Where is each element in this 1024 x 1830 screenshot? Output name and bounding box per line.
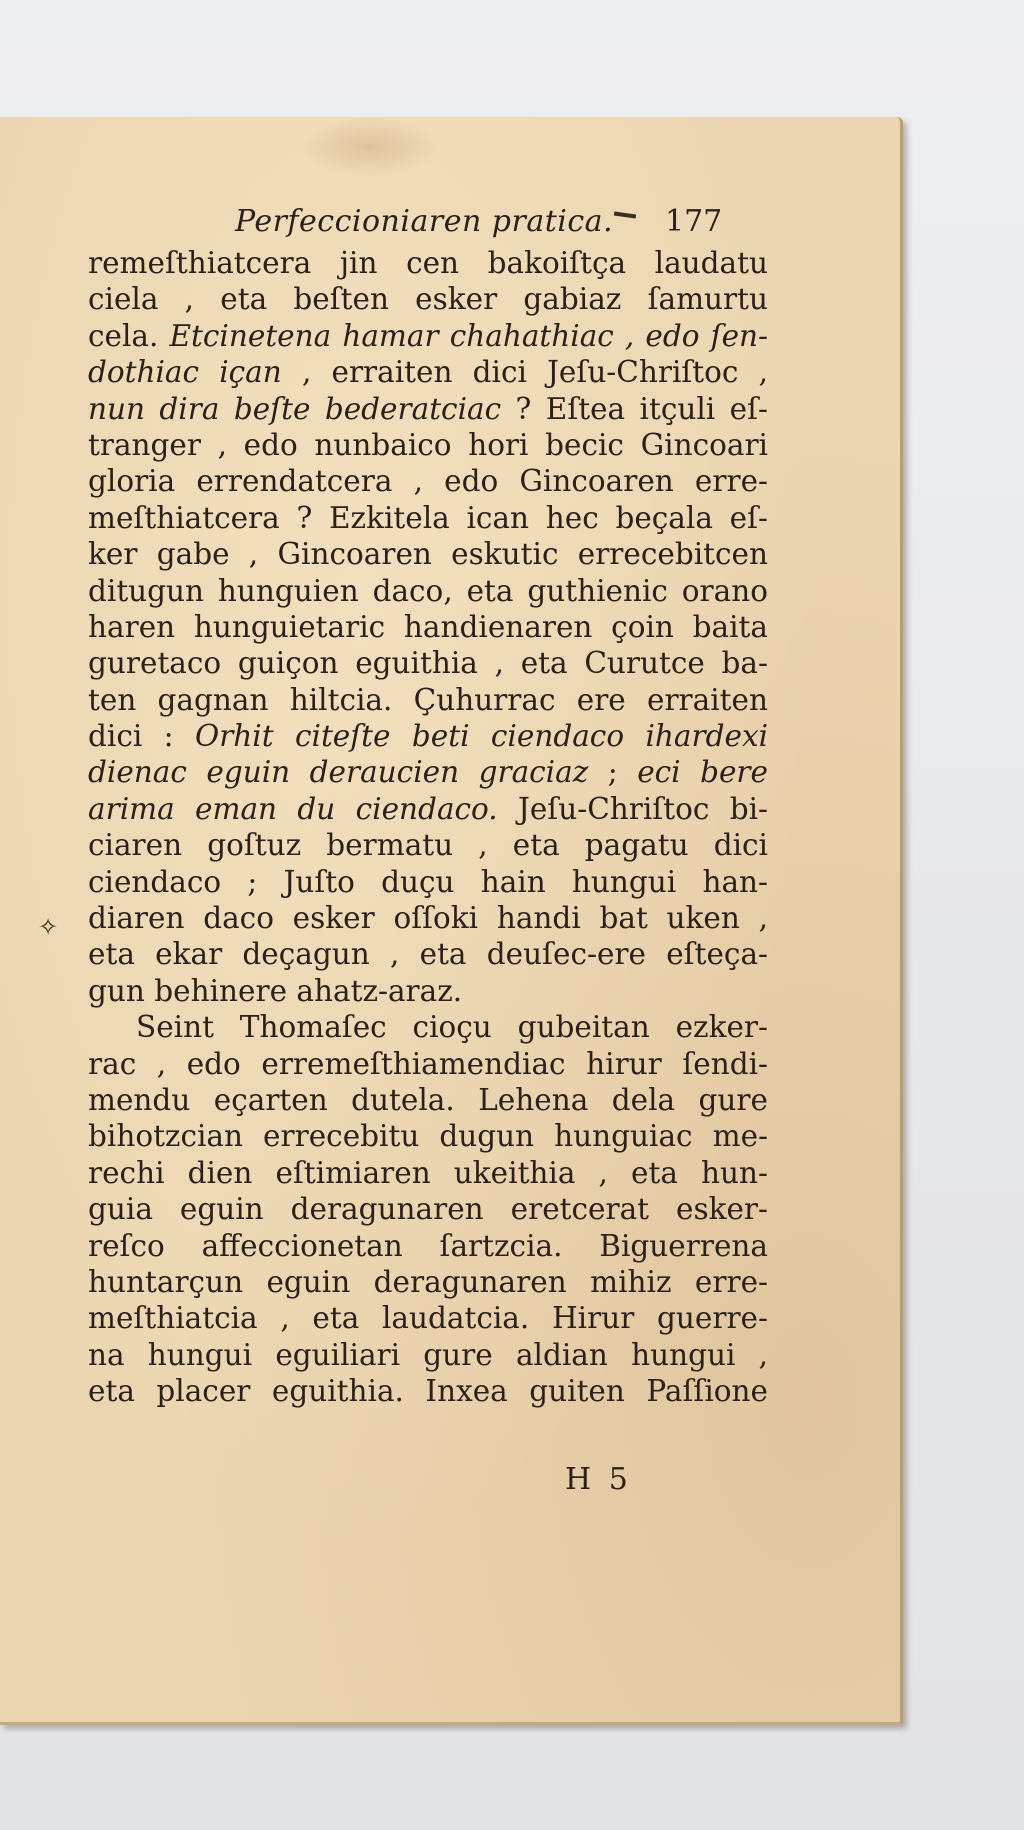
text-segment: reſco affeccionetan ſartzcia. Biguerrena [88, 1228, 768, 1263]
text-line [88, 791, 768, 827]
text-line [88, 1046, 768, 1082]
text-line [88, 1264, 768, 1300]
italic-text-segment: dienac eguin deraucien graciaz [88, 755, 589, 790]
text-segment: ; [588, 755, 638, 790]
text-line [88, 536, 768, 572]
text-line [88, 245, 768, 281]
text-line [88, 1300, 768, 1336]
text-line [88, 645, 768, 681]
text-segment: ten gagnan hiltcia. Çuhurrac ere erraiten [88, 682, 768, 717]
text-line [88, 463, 768, 499]
paper-stain [300, 117, 440, 177]
text-segment: ? Eſtea itçuli eſ- [501, 391, 769, 426]
text-line [88, 1082, 768, 1118]
text-segment: diaren daco esker oſſoki handi bat uken , [88, 901, 768, 936]
text-segment: Jeſu-Chriſtoc bi- [497, 791, 768, 826]
body-text [88, 245, 768, 1410]
running-title: Perfeccioniaren pratica. [235, 204, 614, 239]
text-segment: guretaco guiçon eguithia , eta Curutce ba- [88, 646, 768, 681]
margin-mark: ✧ [38, 913, 59, 941]
text-segment: bihotzcian errecebitu dugun hunguiac me- [88, 1119, 768, 1154]
italic-text-segment: Orhit citeſte beti ciendaco ihardexi [195, 719, 769, 754]
text-line [88, 1009, 768, 1045]
text-segment: mendu eçarten dutela. Lehena dela gure [88, 1082, 768, 1117]
text-segment: eta placer eguithia. Inxea guiten Paſſione [88, 1374, 768, 1409]
text-line [88, 1228, 768, 1264]
text-line [88, 1155, 768, 1191]
text-segment: ciela , eta beſten esker gabiaz ſamurtu [88, 282, 768, 317]
text-segment: ciaren goſtuz bermatu , eta pagatu dici [88, 828, 768, 863]
text-segment: dici : [88, 719, 196, 754]
text-line [88, 281, 768, 317]
text-segment: tranger , edo nunbaico hori becic Gincoari [88, 427, 768, 462]
italic-text-segment: Etcinetena hamar chahathiac , edo ſen- [169, 318, 768, 353]
text-line [88, 354, 768, 390]
book-page [0, 117, 903, 1725]
text-segment: na hungui eguiliari gure aldian hungui , [88, 1337, 768, 1372]
text-segment: Seint Thomaſec cioçu gubeitan ezker- [136, 1010, 768, 1045]
text-segment: meſthiatcera ? Ezkitela ican hec beçala eſ- [88, 500, 768, 535]
text-line [88, 900, 768, 936]
text-segment: haren hunguietaric handienaren çoin baita [88, 609, 768, 644]
text-line [88, 864, 768, 900]
text-line [88, 500, 768, 536]
italic-text-segment: eci bere [637, 755, 768, 790]
page-number: 177 [665, 204, 723, 239]
text-line [88, 318, 768, 354]
text-line [88, 718, 768, 754]
text-segment: gloria errendatcera , edo Gincoaren erre- [88, 464, 768, 499]
italic-text-segment: dothiac içan [88, 355, 282, 390]
text-segment: rechi dien eſtimiaren ukeithia , eta hun- [88, 1155, 768, 1190]
text-segment: remeſthiatcera jin cen bakoiſtça laudatu [88, 246, 768, 280]
text-line [88, 973, 768, 1009]
text-line [88, 573, 768, 609]
italic-text-segment: nun dira beſte bederatciac [88, 391, 502, 426]
text-segment: gun behinere ahatz-araz. [88, 973, 463, 1008]
text-segment: ciendaco ; Juſto duçu hain hungui han- [88, 864, 768, 899]
text-segment: , erraiten dici Jeſu-Chriſtoc , [281, 355, 768, 390]
text-line [88, 682, 768, 718]
text-segment: huntarçun eguin deragunaren mihiz erre- [88, 1264, 768, 1299]
text-segment: ker gabe , Gincoaren eskutic errecebitcen [88, 537, 768, 572]
text-line [88, 936, 768, 972]
text-segment: eta ekar deçagun , eta deuſec-ere eſteça- [88, 937, 768, 972]
text-segment: ditugun hunguien daco, eta guthienic orano [88, 573, 768, 608]
text-line [88, 1337, 768, 1373]
text-line [88, 1191, 768, 1227]
text-line [88, 754, 768, 790]
text-line [88, 1373, 768, 1409]
italic-text-segment: arima eman du ciendaco. [88, 791, 498, 826]
text-line [88, 427, 768, 463]
text-line [88, 391, 768, 427]
text-segment: rac , edo erremeſthiamendiac hirur ſendi- [88, 1046, 768, 1081]
text-line [88, 609, 768, 645]
page-header [235, 204, 735, 248]
text-segment: guia eguin deragunaren eretcerat esker- [88, 1192, 768, 1227]
signature-mark: H 5 [565, 1462, 632, 1497]
text-line [88, 827, 768, 863]
text-line [88, 1118, 768, 1154]
text-segment: meſthiatcia , eta laudatcia. Hirur guerre- [88, 1301, 768, 1336]
text-segment: cela. [88, 318, 170, 353]
